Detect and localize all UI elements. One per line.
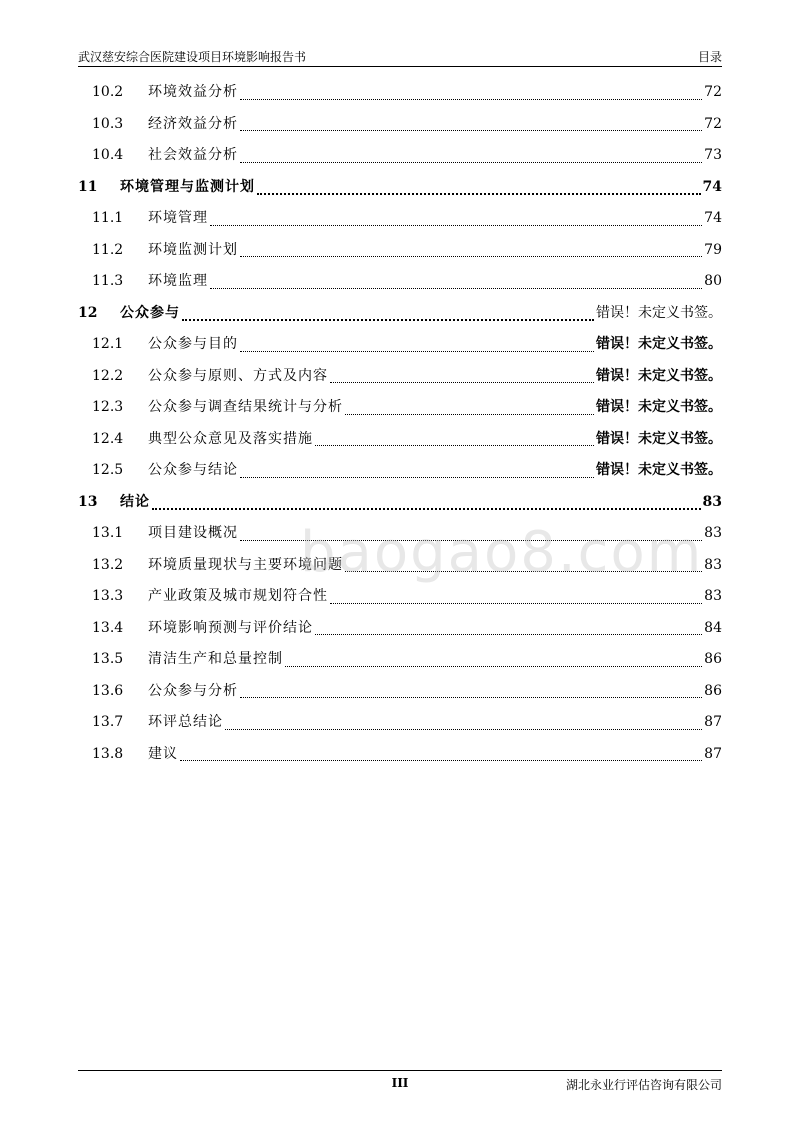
toc-entry[interactable] — [78, 203, 722, 235]
page-footer — [78, 1070, 722, 1091]
toc-entry-number: 13.2 — [92, 556, 124, 573]
toc-entry-page: 错误！未定义书签。 — [596, 462, 722, 478]
toc-entry-title: 环境监理 — [148, 273, 208, 289]
toc-entry-title: 清洁生产和总量控制 — [148, 651, 283, 667]
toc-entry-title: 建议 — [148, 745, 178, 762]
toc-entry-page: 83 — [702, 493, 722, 510]
toc-entry-title: 环境管理与监测计划 — [120, 178, 255, 195]
toc-entry-page: 83 — [704, 525, 722, 541]
table-of-contents — [78, 77, 722, 770]
toc-entry-page: 72 — [704, 115, 722, 132]
toc-dot-leader — [240, 255, 702, 257]
toc-entry-title: 环境影响预测与评价结论 — [148, 619, 313, 636]
document-title: 武汉慈安综合医院建设项目环境影响报告书 — [78, 50, 307, 64]
toc-entry-number: 13.8 — [92, 745, 124, 762]
toc-dot-leader — [240, 696, 702, 698]
toc-entry-number: 12.4 — [92, 430, 124, 447]
toc-entry-title: 项目建设概况 — [148, 525, 238, 541]
toc-entry[interactable] — [78, 361, 722, 393]
toc-entry-page: 87 — [704, 745, 722, 762]
toc-entry-title: 公众参与调查结果统计与分析 — [148, 399, 343, 415]
toc-entry-title: 公众参与结论 — [148, 462, 238, 478]
toc-dot-leader — [180, 759, 702, 761]
toc-entry[interactable] — [78, 266, 722, 298]
toc-dot-leader — [240, 129, 702, 131]
toc-entry-title: 环境监测计划 — [148, 241, 238, 258]
toc-entry-page: 80 — [704, 273, 722, 289]
toc-entry-page: 74 — [704, 210, 722, 226]
toc-entry-title: 公众参与原则、方式及内容 — [148, 367, 328, 384]
toc-entry-page: 79 — [704, 241, 722, 258]
toc-entry-number: 10.4 — [92, 147, 124, 163]
toc-dot-leader — [152, 507, 701, 510]
toc-entry-title: 经济效益分析 — [148, 115, 238, 132]
toc-entry-title: 公众参与 — [120, 304, 180, 321]
toc-entry-title: 环境效益分析 — [148, 84, 238, 100]
toc-entry-page: 错误！未定义书签。 — [596, 367, 722, 384]
toc-entry-number: 13.4 — [92, 619, 124, 636]
toc-dot-leader — [182, 318, 594, 321]
toc-entry-number: 11 — [78, 178, 98, 195]
toc-entry-title: 环境质量现状与主要环境问题 — [148, 556, 343, 573]
toc-entry-number: 12.2 — [92, 367, 124, 384]
watermark: baogao8.com — [300, 520, 704, 585]
toc-entry[interactable] — [78, 298, 722, 330]
toc-dot-leader — [240, 476, 594, 478]
toc-entry-number: 12.5 — [92, 462, 124, 478]
toc-entry-title: 典型公众意见及落实措施 — [148, 430, 313, 447]
toc-entry-title: 产业政策及城市规划符合性 — [148, 588, 328, 604]
section-label: 目录 — [697, 50, 722, 64]
toc-dot-leader — [345, 570, 702, 572]
toc-dot-leader — [345, 413, 594, 415]
toc-dot-leader — [257, 192, 701, 195]
toc-entry-number: 11.1 — [92, 210, 124, 226]
toc-entry[interactable] — [78, 235, 722, 267]
toc-entry[interactable] — [78, 550, 722, 582]
toc-entry-page: 错误！未定义书签。 — [596, 304, 722, 321]
toc-entry-page: 错误！未定义书签。 — [596, 430, 722, 447]
toc-entry-page: 74 — [702, 178, 722, 195]
toc-entry[interactable] — [78, 676, 722, 708]
toc-entry-page: 87 — [704, 714, 722, 730]
toc-entry-title: 公众参与分析 — [148, 682, 238, 699]
toc-entry-page: 72 — [704, 84, 722, 100]
toc-entry-number: 12.3 — [92, 399, 124, 415]
toc-dot-leader — [240, 98, 702, 100]
toc-entry-number: 10.3 — [92, 115, 124, 132]
toc-entry-number: 13.7 — [92, 714, 124, 730]
toc-entry-title: 环评总结论 — [148, 714, 223, 730]
toc-entry-page: 83 — [704, 556, 722, 573]
toc-entry-number: 10.2 — [92, 84, 124, 100]
toc-entry-page: 84 — [704, 619, 722, 636]
toc-dot-leader — [210, 224, 702, 226]
toc-dot-leader — [315, 633, 702, 635]
toc-entry-title: 社会效益分析 — [148, 147, 238, 163]
toc-entry[interactable] — [78, 329, 722, 361]
toc-entry[interactable] — [78, 424, 722, 456]
toc-entry[interactable] — [78, 487, 722, 519]
toc-entry-page: 86 — [704, 651, 722, 667]
toc-entry-number: 12.1 — [92, 336, 124, 352]
toc-entry[interactable] — [78, 644, 722, 676]
toc-dot-leader — [240, 161, 702, 163]
toc-entry-title: 公众参与目的 — [148, 336, 238, 352]
company-name: 湖北永业行评估咨询有限公司 — [565, 1078, 722, 1092]
toc-entry-number: 12 — [78, 304, 98, 321]
page-number: III — [391, 1076, 409, 1090]
toc-entry[interactable] — [78, 739, 722, 771]
toc-entry-number: 13.6 — [92, 682, 124, 699]
toc-entry[interactable] — [78, 109, 722, 141]
toc-dot-leader — [240, 350, 594, 352]
toc-entry[interactable] — [78, 581, 722, 613]
toc-entry[interactable] — [78, 518, 722, 550]
toc-dot-leader — [330, 602, 702, 604]
toc-entry-page: 错误！未定义书签。 — [596, 336, 722, 352]
toc-dot-leader — [315, 444, 594, 446]
toc-dot-leader — [225, 728, 702, 730]
page-header — [78, 44, 722, 67]
toc-dot-leader — [240, 539, 702, 541]
toc-entry[interactable] — [78, 613, 722, 645]
toc-entry-title: 环境管理 — [148, 210, 208, 226]
toc-entry-page: 73 — [704, 147, 722, 163]
toc-entry-page: 86 — [704, 682, 722, 699]
toc-dot-leader — [285, 665, 702, 667]
toc-entry-number: 13.5 — [92, 651, 124, 667]
toc-entry[interactable] — [78, 140, 722, 172]
toc-entry[interactable] — [78, 77, 722, 109]
toc-entry-number: 13.3 — [92, 588, 124, 604]
toc-entry-page: 错误！未定义书签。 — [596, 399, 722, 415]
toc-entry[interactable] — [78, 172, 722, 204]
toc-entry-number: 13.1 — [92, 525, 124, 541]
toc-entry[interactable] — [78, 455, 722, 487]
toc-entry-number: 11.2 — [92, 241, 124, 258]
toc-dot-leader — [330, 381, 594, 383]
toc-entry-number: 13 — [78, 493, 98, 510]
toc-entry-number: 11.3 — [92, 273, 124, 289]
toc-entry-page: 83 — [704, 588, 722, 604]
toc-entry-title: 结论 — [120, 493, 150, 510]
toc-entry[interactable] — [78, 707, 722, 739]
toc-entry[interactable] — [78, 392, 722, 424]
toc-dot-leader — [210, 287, 702, 289]
